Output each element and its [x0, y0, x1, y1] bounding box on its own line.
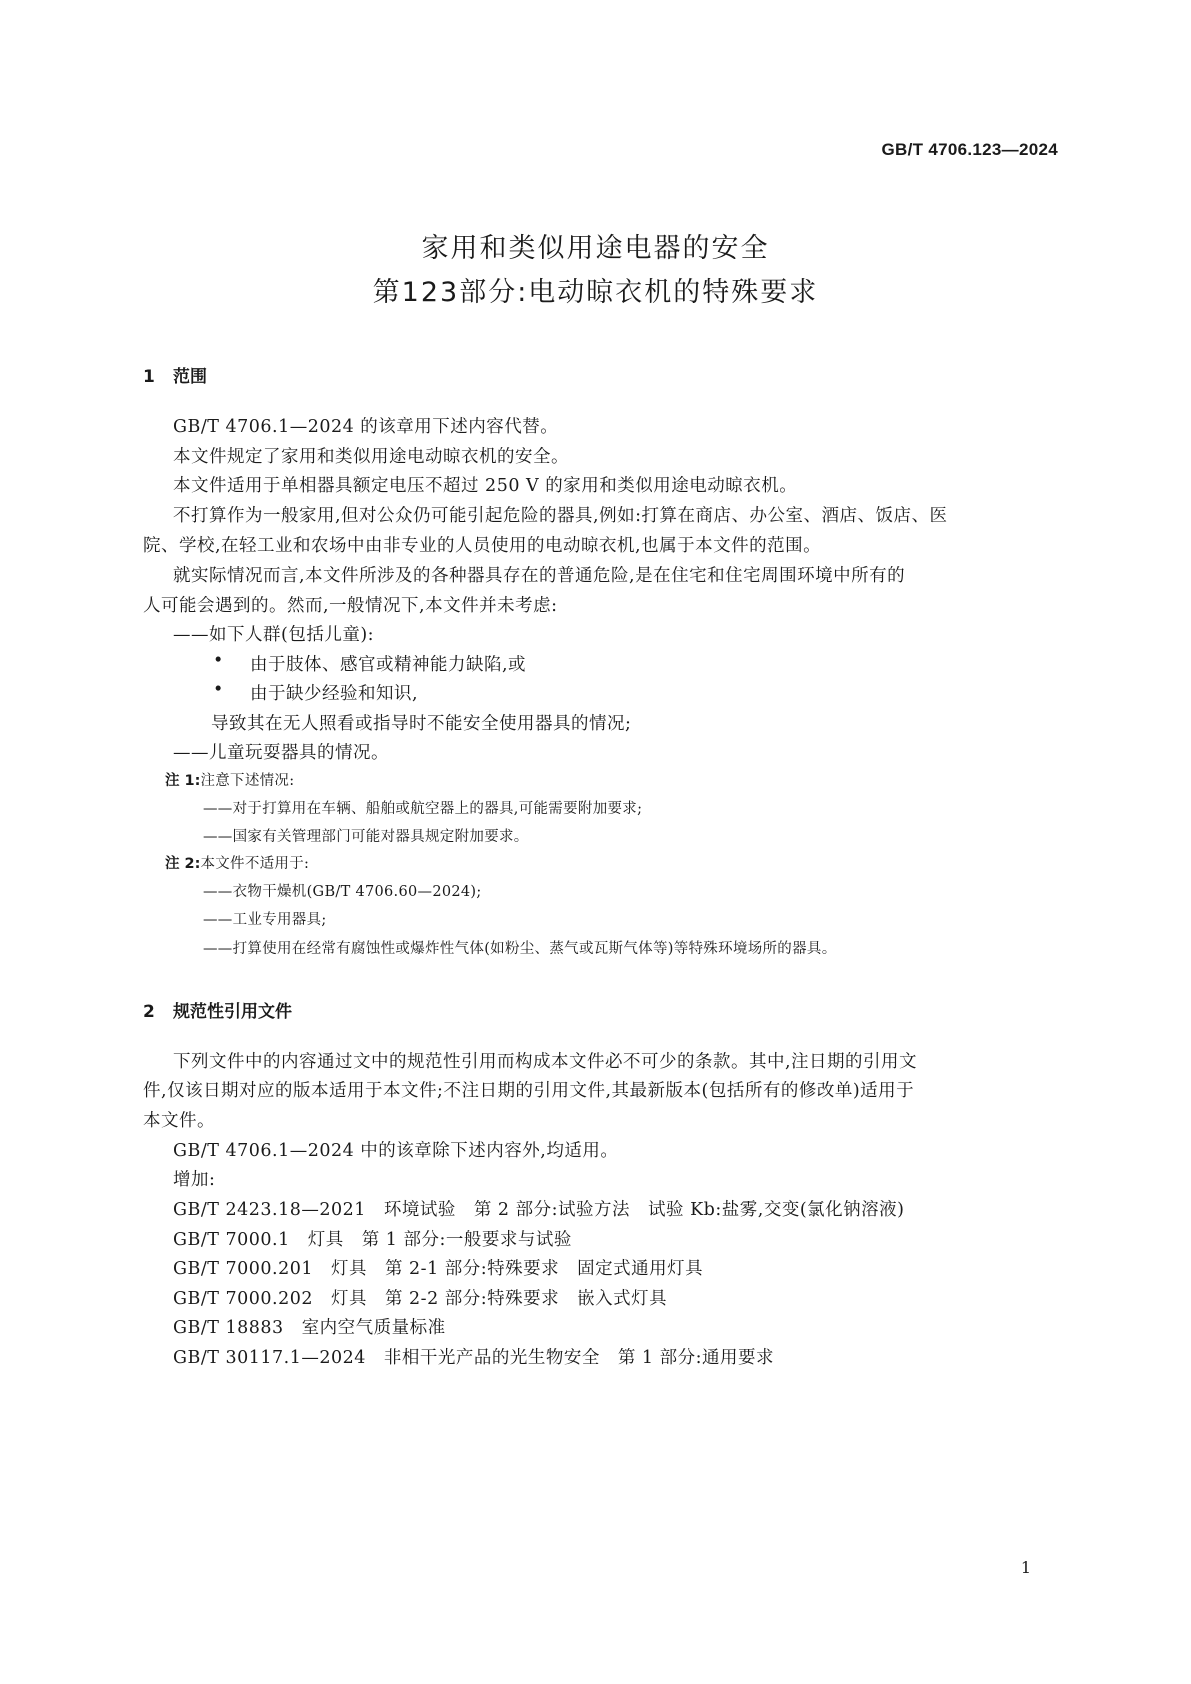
paragraph: GB/T 4706.1—2024 中的该章除下述内容外,均适用。: [173, 1141, 619, 1161]
bullet-item: 由于肢体、感官或精神能力缺陷,或: [250, 655, 527, 675]
note-1-text: 注意下述情况:: [200, 773, 295, 789]
section-2-heading: [143, 997, 292, 1022]
note-item: ——对于打算用在车辆、船舶或航空器上的器具,可能需要附加要求;: [203, 801, 643, 817]
document-title-line1: 家用和类似用途电器的安全: [421, 233, 770, 264]
paragraph: 院、学校,在轻工业和农场中由非专业的人员使用的电动晾衣机,也属于本文件的范围。: [143, 536, 822, 556]
page-number: 1: [1020, 1558, 1031, 1577]
list-item: ——如下人群(包括儿童):: [173, 625, 375, 645]
paragraph: 增加:: [173, 1170, 216, 1190]
paragraph: GB/T 4706.1—2024 的该章用下述内容代替。: [173, 417, 559, 437]
bullet-icon: •: [213, 651, 224, 671]
note-1-label: 注 1:: [165, 773, 201, 789]
document-title-line2: 第123部分:电动晾衣机的特殊要求: [372, 277, 819, 308]
paragraph: 本文件。: [143, 1111, 215, 1131]
paragraph: 不打算作为一般家用,但对公众仍可能引起危险的器具,例如:打算在商店、办公室、酒店、饭店、医: [173, 506, 948, 526]
paragraph: 本文件适用于单相器具额定电压不超过 250 V 的家用和类似用途电动晾衣机。: [173, 476, 798, 496]
section-1-heading: [143, 362, 207, 387]
note-1: [165, 769, 294, 790]
section-1-title: 范围: [173, 367, 207, 387]
bullet-item: 由于缺少经验和知识,: [250, 684, 419, 704]
section-2-number: 2: [143, 1002, 155, 1022]
reference-item: GB/T 2423.18—2021 环境试验 第 2 部分:试验方法 试验 Kb:盐雾,交变(氯化钠溶液): [173, 1200, 905, 1220]
section-1-number: 1: [143, 367, 155, 387]
reference-item: GB/T 7000.201 灯具 第 2-1 部分:特殊要求 固定式通用灯具: [173, 1259, 704, 1279]
section-2-title: 规范性引用文件: [173, 1002, 292, 1022]
list-item: ——儿童玩耍器具的情况。: [173, 743, 389, 763]
note-2-text: 本文件不适用于:: [200, 856, 310, 872]
note-item: ——打算使用在经常有腐蚀性或爆炸性气体(如粉尘、蒸气或瓦斯气体等)等特殊环境场所的器具。: [203, 941, 837, 957]
paragraph: 人可能会遇到的。然而,一般情况下,本文件并未考虑:: [143, 596, 558, 616]
note-2-label: 注 2:: [165, 856, 201, 872]
note-item: ——衣物干燥机(GB/T 4706.60—2024);: [203, 884, 482, 900]
note-item: ——工业专用器具;: [203, 912, 327, 928]
paragraph: 下列文件中的内容通过文中的规范性引用而构成本文件必不可少的条款。其中,注日期的引用文: [173, 1052, 918, 1072]
note-2: [165, 852, 309, 873]
standard-code: GB/T 4706.123—2024: [881, 140, 1058, 159]
reference-item: GB/T 7000.202 灯具 第 2-2 部分:特殊要求 嵌入式灯具: [173, 1289, 668, 1309]
paragraph: 件,仅该日期对应的版本适用于本文件;不注日期的引用文件,其最新版本(包括所有的修改单)适用于: [143, 1081, 915, 1101]
bullet-icon: •: [213, 680, 224, 700]
paragraph: 本文件规定了家用和类似用途电动晾衣机的安全。: [173, 447, 569, 467]
paragraph: 就实际情况而言,本文件所涉及的各种器具存在的普通危险,是在住宅和住宅周围环境中所有的: [173, 566, 906, 586]
reference-item: GB/T 18883 室内空气质量标准: [173, 1318, 446, 1338]
note-item: ——国家有关管理部门可能对器具规定附加要求。: [203, 829, 529, 845]
reference-item: GB/T 7000.1 灯具 第 1 部分:一般要求与试验: [173, 1230, 572, 1250]
reference-item: GB/T 30117.1—2024 非相干光产品的光生物安全 第 1 部分:通用要求: [173, 1348, 775, 1368]
list-item-continuation: 导致其在无人照看或指导时不能安全使用器具的情况;: [211, 714, 632, 734]
